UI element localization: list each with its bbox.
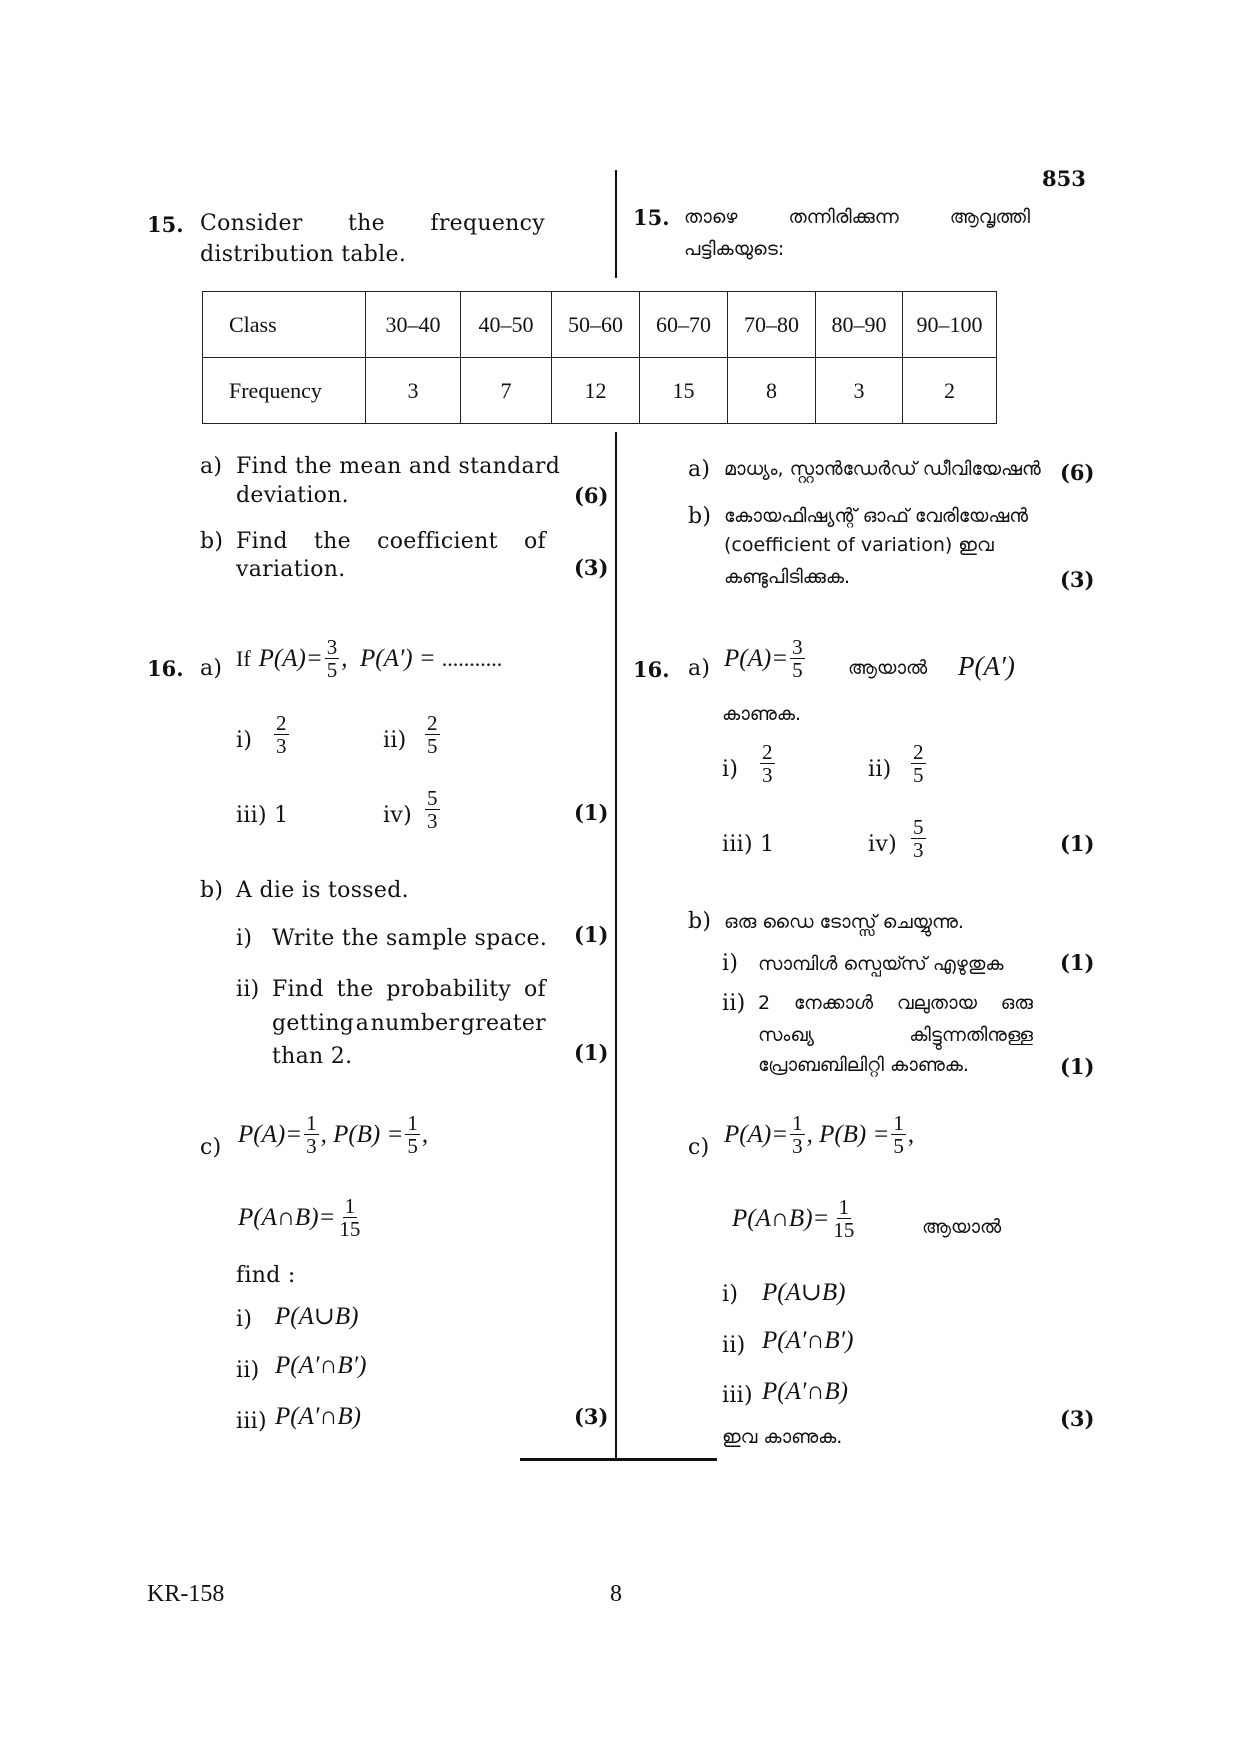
q16b-label: b) [200, 878, 224, 903]
class-cell: 40–50 [461, 292, 552, 358]
q16a-label: a) [200, 656, 223, 681]
class-cell: 30–40 [366, 292, 461, 358]
q15a-marks: (6) [574, 483, 609, 508]
q15b-ml-line3: കണ്ടുപിടിക്കുക. [724, 566, 851, 588]
denominator: 3 [427, 809, 438, 833]
opt-iii-ml: iii) 1 [722, 832, 775, 857]
denominator: 3 [306, 1134, 317, 1158]
numerator: 1 [407, 1111, 418, 1135]
word: greater [460, 1011, 546, 1036]
q16c-ii-label: ii) [236, 1358, 260, 1383]
q16a-question-ml: P(A)= $\frac{3}{5}$ [724, 635, 803, 682]
numerator: 5 [427, 786, 438, 810]
q16-number-ml: 16. [633, 657, 670, 682]
frequency-table [202, 291, 997, 424]
q16c-i-expr: P(A∪B) [275, 1303, 359, 1330]
class-cell: 50–60 [552, 292, 640, 358]
word: ആവൃത്തി [949, 206, 1030, 228]
numerator: 1 [792, 1111, 803, 1135]
q16c-ii-label-ml: ii) [722, 1333, 746, 1358]
q15b-ml-line2: (coefficient of variation) ഇവ [724, 534, 994, 556]
q16b-ii-ml-line3: പ്രോബബിലിറ്റി കാണുക. [758, 1054, 969, 1076]
denominator: 5 [427, 734, 438, 758]
q15b-label: b) [200, 529, 224, 554]
opt-i-frac-ml [758, 741, 777, 786]
word: ഒരു [1000, 992, 1033, 1014]
q16b-i-en: Write the sample space. [272, 926, 548, 951]
q15-en-line1 [200, 210, 545, 238]
word: വലുതായ [896, 992, 977, 1014]
q16b-ii-ml-line1 [758, 992, 1033, 1014]
q16c-iii-expr-ml: P(A′∩B) [762, 1378, 848, 1405]
q16b-ii-en-line1 [272, 976, 546, 1004]
frequency-cell: 2 [903, 358, 997, 424]
q16c-ml-end: ഇവ കാണുക. [722, 1426, 843, 1448]
opt-iii: iii) 1 [236, 803, 289, 828]
denominator: 3 [913, 838, 924, 862]
denominator: 5 [893, 1134, 904, 1158]
denominator: 15 [339, 1217, 361, 1241]
q15a-label: a) [200, 454, 223, 479]
word: സംഖ്യ [758, 1024, 814, 1046]
table-label: Frequency [203, 358, 366, 424]
q16c-i-label-ml: i) [722, 1282, 739, 1307]
q16c-given-2: P(A∩B)= $\frac{1}{15}$ [238, 1194, 361, 1241]
q16a-pa-prime: P(A′) [958, 651, 1015, 681]
numerator: 5 [913, 815, 924, 839]
q16c-label: c) [200, 1135, 222, 1160]
footer-exam-code: KR-158 [147, 1581, 225, 1607]
word: number [370, 1011, 460, 1036]
opt-ii-frac [423, 712, 442, 757]
word: കിട്ടുന്നതിനുള്ള [909, 1024, 1033, 1046]
q15-ml-line2: പട്ടികയുടെ: [684, 238, 785, 260]
numerator: 1 [893, 1111, 904, 1135]
column-divider-top [615, 170, 617, 278]
frequency-cell: 8 [728, 358, 816, 424]
word: the [336, 977, 374, 1002]
denominator: 3 [792, 1134, 803, 1158]
opt-i-label: i) [236, 728, 253, 753]
q16a-marks: (1) [574, 800, 609, 825]
denominator: 5 [792, 658, 803, 682]
word: the [313, 529, 351, 554]
q16c-marks-ml: (3) [1060, 1406, 1095, 1431]
q16c-label-ml: c) [688, 1135, 710, 1160]
word: probability [386, 977, 512, 1002]
word: Find [236, 529, 288, 554]
q15-number-ml: 15. [633, 205, 670, 230]
opt-iv-label-ml: iv) [868, 832, 897, 857]
word: a [355, 1011, 370, 1036]
q16b-ii-label-ml: ii) [722, 991, 746, 1016]
q16a-question: If P(A)= $\frac{3}{5}$ , P(A′) = ........... [236, 635, 503, 682]
word: Find [272, 977, 324, 1002]
denominator: 5 [326, 658, 338, 682]
frequency-cell: 15 [640, 358, 728, 424]
word: നേക്കാൾ [793, 992, 874, 1014]
q15a-ml: മാധ്യം, സ്റ്റാൻഡേർഡ് ഡീവിയേഷൻ [724, 458, 1041, 480]
word: Consider [200, 211, 303, 236]
opt-i-label-ml: i) [722, 757, 739, 782]
opt-iv-label: iv) [383, 803, 412, 828]
q16b-ii-en-line3: than 2. [272, 1044, 353, 1069]
word: the [348, 211, 385, 236]
numerator: 3 [792, 635, 803, 659]
frequency-cell: 12 [552, 358, 640, 424]
q15b-en-line1 [236, 528, 546, 556]
column-divider [615, 432, 617, 1460]
q16b-i-ml: സാമ്പിൾ സ്പെയ്സ് എഴുതുക [758, 953, 1004, 975]
word: of [523, 529, 546, 554]
class-cell: 90–100 [903, 292, 997, 358]
numerator: 1 [306, 1111, 317, 1135]
q16c-given-2-ml: P(A∩B)= $\frac{1}{15}$ [732, 1195, 855, 1242]
numerator: 2 [913, 740, 924, 764]
q15b-marks-ml: (3) [1060, 567, 1095, 592]
q16b-ii-ml-line2 [758, 1024, 1033, 1046]
frequency-cell: 7 [461, 358, 552, 424]
end-rule [520, 1458, 717, 1461]
q15b-ml-line1: കോയഫിഷ്യന്റ് ഓഫ് വേരിയേഷൻ [724, 505, 1029, 527]
q16a-marks-ml: (1) [1060, 831, 1095, 856]
numerator: 2 [762, 740, 773, 764]
q15a-en-line2: deviation. [236, 483, 349, 508]
q16b-en: A die is tossed. [236, 878, 409, 903]
numerator: 2 [427, 711, 438, 735]
frequency-cell: 3 [816, 358, 903, 424]
q15b-en-line2: variation. [236, 557, 346, 582]
class-cell: 60–70 [640, 292, 728, 358]
class-cell: 70–80 [728, 292, 816, 358]
denominator: 3 [762, 763, 773, 787]
opt-ii-label: ii) [383, 728, 407, 753]
frequency-cell: 3 [366, 358, 461, 424]
q16a-kanuka: കാണുക. [722, 703, 801, 725]
q16a-ayal: ആയാൽ [848, 657, 928, 679]
q16c-ii-expr-ml: P(A′∩B′) [762, 1327, 854, 1354]
q15b-marks: (3) [574, 555, 609, 580]
q16b-i-label-ml: i) [722, 951, 739, 976]
page-code: 853 [1042, 166, 1086, 191]
q16b-i-marks-ml: (1) [1060, 950, 1095, 975]
q16b-ii-label: ii) [236, 977, 260, 1002]
q16b-ii-marks-ml: (1) [1060, 1054, 1095, 1079]
numerator: 2 [276, 711, 287, 735]
q16b-ii-marks: (1) [574, 1040, 609, 1065]
table-row-class [203, 292, 997, 358]
q16c-i-label: i) [236, 1307, 253, 1332]
opt-ii-label-ml: ii) [868, 757, 892, 782]
q16c-iii-label-ml: iii) [722, 1383, 753, 1408]
word: of [524, 977, 546, 1002]
word: താഴെ [684, 206, 738, 228]
q16a-label-ml: a) [688, 656, 711, 681]
blank: ........... [441, 645, 503, 671]
q16b-ii-en-line2 [272, 1010, 546, 1038]
word: 2 [758, 992, 771, 1014]
opt-iv-frac-ml [909, 816, 928, 861]
numerator: 1 [838, 1195, 850, 1219]
word: frequency [430, 211, 545, 236]
q16c-iii-label: iii) [236, 1409, 267, 1434]
class-cell: 80–90 [816, 292, 903, 358]
denominator: 5 [913, 763, 924, 787]
q15-number: 15. [147, 212, 184, 237]
q16b-label-ml: b) [688, 909, 712, 934]
word: getting [272, 1011, 355, 1036]
word: coefficient [377, 529, 498, 554]
table-label: Class [203, 292, 366, 358]
denominator: 3 [276, 734, 287, 758]
q15-ml-line1 [684, 206, 1030, 228]
q15b-label-ml: b) [688, 504, 712, 529]
numerator: 3 [326, 635, 338, 659]
q15a-label-ml: a) [688, 457, 711, 482]
q16c-given-1: P(A)= $\frac{1}{3}$ , P(B) = $\frac{1}{5}$ , [238, 1111, 429, 1158]
opt-ii-frac-ml [909, 741, 928, 786]
q16b-ml: ഒരു ഡൈ ടോസ്സ് ചെയ്യുന്നു. [724, 911, 964, 933]
q16c-given-1-ml: P(A)= $\frac{1}{3}$ , P(B) = $\frac{1}{5}$ , [724, 1111, 915, 1158]
q15-en-line2: distribution table. [200, 242, 407, 267]
numerator: 1 [344, 1194, 356, 1218]
q16c-marks: (3) [574, 1404, 609, 1429]
q16c-ayal: ആയാൽ [922, 1216, 1002, 1238]
q15a-en-line1: Find the mean and standard [236, 454, 561, 479]
denominator: 5 [407, 1134, 418, 1158]
q16c-ii-expr: P(A′∩B′) [275, 1352, 367, 1379]
if-text: If [236, 645, 251, 671]
word: തന്നിരിക്കുന്ന [788, 206, 899, 228]
q16b-i-label: i) [236, 926, 253, 951]
denominator: 15 [833, 1218, 855, 1242]
table-row-frequency [203, 358, 997, 424]
q16c-iii-expr: P(A′∩B) [275, 1403, 361, 1430]
q16-number: 16. [147, 656, 184, 681]
footer-page-number: 8 [610, 1581, 622, 1607]
opt-iv-frac [423, 787, 442, 832]
q16c-find: find : [236, 1263, 296, 1288]
opt-i-frac [272, 712, 291, 757]
q16c-i-expr-ml: P(A∪B) [762, 1279, 846, 1306]
q16b-i-marks: (1) [574, 922, 609, 947]
q15a-marks-ml: (6) [1060, 460, 1095, 485]
